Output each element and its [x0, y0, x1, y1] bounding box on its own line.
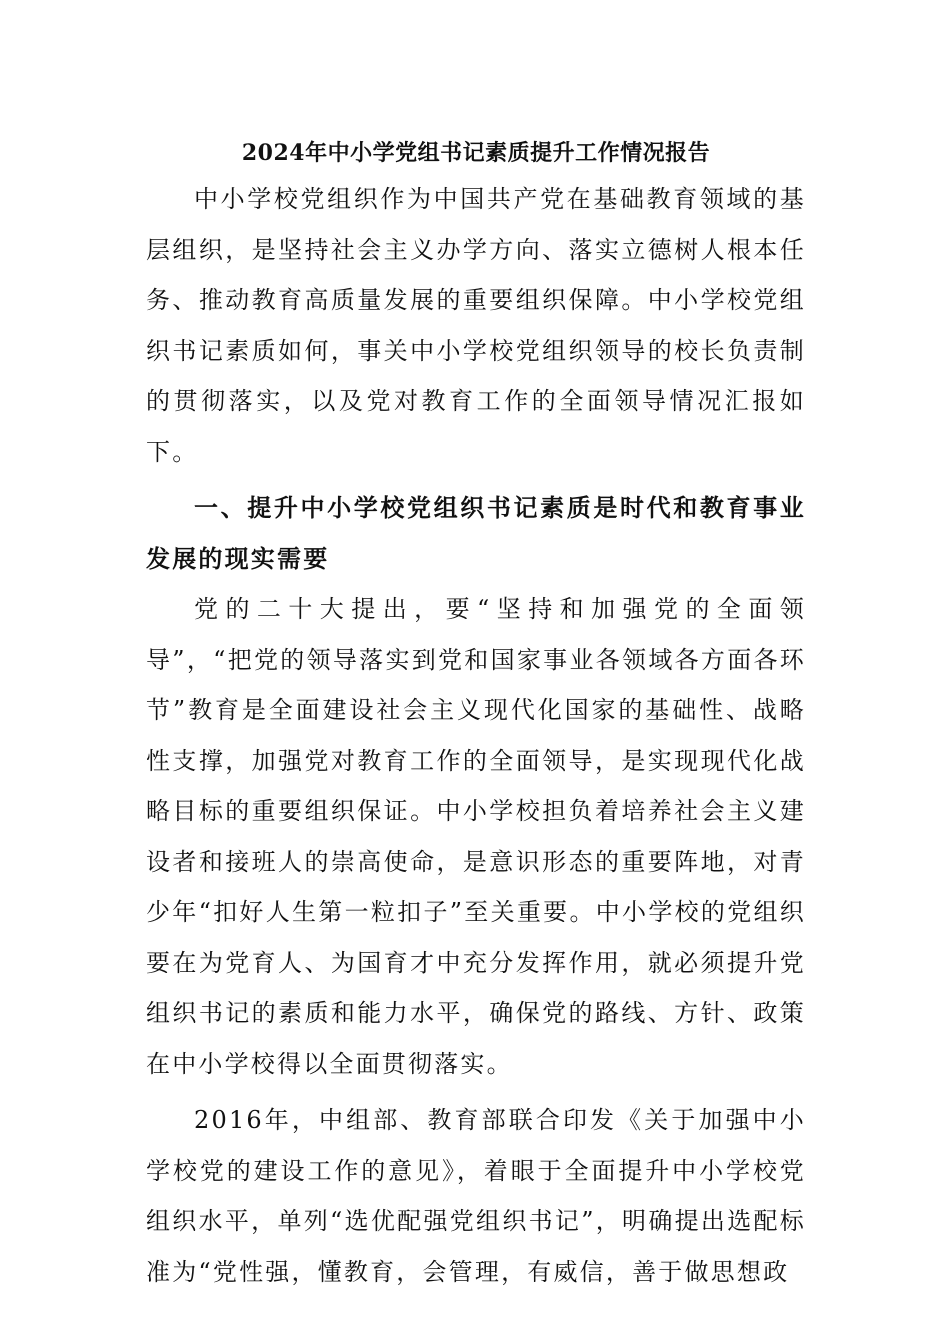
section-paragraph: 2016年，中组部、教育部联合印发《关于加强中小学校党的建设工作的意见》，着眼于全面提升中小学校党组织水平，单列“选优配强党组织书记”，明确提出选配标准为“党性强，懂教育，会管理，有威信，善于做思想政: [146, 1106, 806, 1286]
document-body: [146, 132, 806, 1297]
section-heading: 一、提升中小学校党组织书记素质是时代和教育事业发展的现实需要: [146, 493, 806, 573]
section-paragraph: 党的二十大提出，要“坚持和加强党的全面领导”，“把党的领导落实到党和国家事业各领域各方面各环节”教育是全面建设社会主义现代化国家的基础性、战略性支撑，加强党对教育工作的全面领导，是实现现代化战略目标的重要组织保证。中小学校担负着培养社会主义建设者和接班人的崇高使命，是意识形态的重要阵地，对青少年“扣好人生第一粒扣子”至关重要。中小学校的党组织要在为党育人、为国育才中充分发挥作用，就必须提升党组织书记的素质和能力水平，确保党的路线、方针、政策在中小学校得以全面贯彻落实。: [146, 595, 806, 1078]
document-title: 2024年中小学党组书记素质提升工作情况报告: [241, 140, 711, 166]
intro-paragraph: 中小学校党组织作为中国共产党在基础教育领域的基层组织，是坚持社会主义办学方向、落实立德树人根本任务、推动教育高质量发展的重要组织保障。中小学校党组织书记素质如何，事关中小学校党组织领导的校长负责制的贯彻落实，以及党对教育工作的全面领导情况汇报如下。: [146, 185, 806, 466]
